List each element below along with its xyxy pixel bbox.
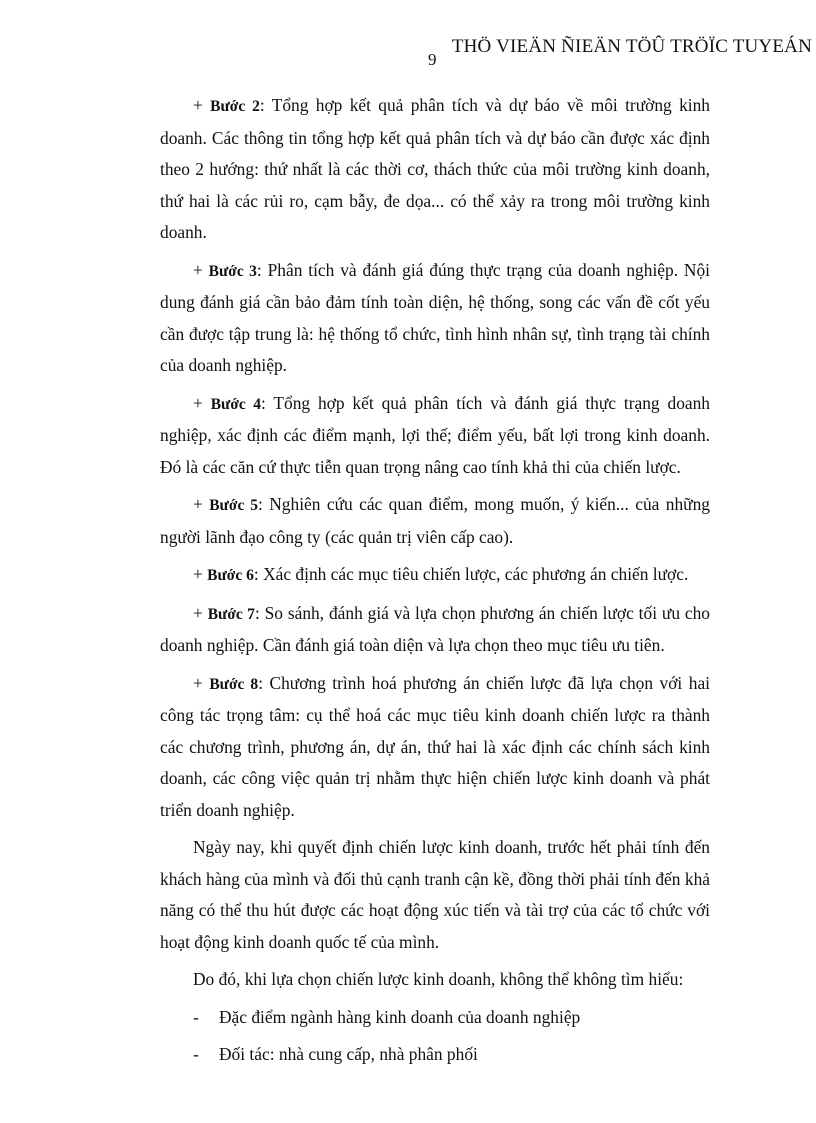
page-number: 9 — [428, 50, 437, 69]
step-text: : Tổng hợp kết quả phân tích và đánh giá thực trạng doanh nghiệp, xác định các điểm mạnh, lợi thế; điểm yếu, bất lợi trong kinh doanh. Đó là các căn cứ thực tiễn quan trọng nâng cao tính khả thi của chiến lược. — [160, 392, 711, 477]
step-label: Bước 6 — [207, 567, 254, 584]
library-watermark: THÖ VIEÄN ÑIEÄN TÖÛ TRÖÏC TUYEÁN — [451, 36, 812, 57]
step-paragraph: + Bước 8: Chương trình hoá phương án chiến lược đã lựa chọn với hai công tác trọng tâm: cụ thể hoá các mục tiêu kinh doanh chiến lược ra thành các chương trình, phương án, dự án, thứ hai là xác định các chính sách kinh doanh, các công việc quản trị nhằm thực hiện chiến lược kinh doanh và phát triển doanh nghiệp. — [160, 672, 710, 820]
step-paragraph: + Bước 3: Phân tích và đánh giá đúng thực trạng của doanh nghiệp. Nội dung đánh giá cần bảo đảm tính toàn diện, hệ thống, song các vấn đề cốt yếu cần được tập trung là: hệ thống tổ chức, tình hình nhân sự, tình trạng tài chính của doanh nghiệp. — [160, 259, 710, 375]
step-text: : Tổng hợp kết quả phân tích và dự báo về môi trường kinh doanh. Các thông tin tổng hợp kết quả phân tích và dự báo cần được xác định theo 2 hướng: thứ nhất là các thời cơ, thách thức của môi trường kinh doanh, thứ hai là các rủi ro, cạm bẫy, đe dọa... có thể xảy ra trong môi trường kinh doanh. — [160, 95, 710, 242]
step-paragraph: + Bước 7: So sánh, đánh giá và lựa chọn phương án chiến lược tối ưu cho doanh nghiệp. Cần đánh giá toàn diện và lựa chọn theo mục tiêu ưu tiên. — [160, 602, 710, 655]
step-text: : Chương trình hoá phương án chiến lược đã lựa chọn với hai công tác trọng tâm: cụ thể hoá các mục tiêu kinh doanh chiến lược ra thành các chương trình, phương án, dự án, thứ hai là xác định các chính sách kinh doanh, các công việc quản trị nhằm thực hiện chiến lược kinh doanh và phát triển doanh nghiệp. — [160, 672, 710, 820]
step-label: Bước 4 — [210, 395, 261, 413]
step-paragraph: + Bước 4: Tổng hợp kết quả phân tích và đánh giá thực trạng doanh nghiệp, xác định các điểm mạnh, lợi thế; điểm yếu, bất lợi trong kinh doanh. Đó là các căn cứ thực tiễn quan trọng nâng cao tính khả thi của chiến lược. — [160, 392, 711, 477]
list-item-text: Đặc điểm ngành hàng kinh doanh của doanh nghiệp — [219, 1006, 581, 1027]
step-label: Bước 5 — [209, 497, 259, 514]
step-label: Bước 8 — [209, 675, 259, 693]
step-text: : So sánh, đánh giá và lựa chọn phương án chiến lược tối ưu cho doanh nghiệp. Cần đánh giá toàn diện và lựa chọn theo mục tiêu ưu tiên. — [160, 602, 710, 655]
body-paragraph: Do đó, khi lựa chọn chiến lược kinh doanh, không thể không tìm hiểu: — [193, 969, 684, 989]
list-item — [193, 1002, 710, 1034]
step-label: Bước 2 — [210, 98, 260, 115]
step-text: : Xác định các mục tiêu chiến lược, các phương án chiến lược. — [253, 564, 689, 584]
step-text: : Phân tích và đánh giá đúng thực trạng của doanh nghiệp. Nội dung đánh giá cần bảo đảm tính toàn diện, hệ thống, song các vấn đề cốt yếu cần được tập trung là: hệ thống tổ chức, tình hình nhân sự, tình trạng tài chính của doanh nghiệp. — [160, 259, 710, 375]
list-item-text: Đối tác: nhà cung cấp, nhà phân phối — [219, 1044, 478, 1064]
dash-bullet: - — [193, 1006, 199, 1027]
step-label: Bước 3 — [208, 262, 257, 280]
body-paragraph: Ngày nay, khi quyết định chiến lược kinh doanh, trước hết phải tính đến khách hàng của mình và đối thủ cạnh tranh cận kề, đồng thời phải tính đến khả năng có thể thu hút được các hoạt động xúc tiến và tài trợ của các tổ chức với hoạt động kinh doanh quốc tế của mình. — [160, 837, 710, 952]
document-body — [160, 90, 710, 1077]
step-paragraph: + Bước 2: Tổng hợp kết quả phân tích và dự báo về môi trường kinh doanh. Các thông tin tổng hợp kết quả phân tích và dự báo cần được xác định theo 2 hướng: thứ nhất là các thời cơ, thách thức của môi trường kinh doanh, thứ hai là các rủi ro, cạm bẫy, đe dọa... có thể xảy ra trong môi trường kinh doanh. — [160, 95, 710, 242]
step-paragraph: + Bước 6: Xác định các mục tiêu chiến lược, các phương án chiến lược. — [193, 564, 689, 584]
step-label: Bước 7 — [207, 605, 255, 623]
step-text: : Nghiên cứu các quan điểm, mong muốn, ý kiến... của những người lãnh đạo công ty (các quản trị viên cấp cao). — [160, 494, 711, 547]
list-item — [193, 1039, 710, 1071]
step-paragraph: + Bước 5: Nghiên cứu các quan điểm, mong muốn, ý kiến... của những người lãnh đạo công ty (các quản trị viên cấp cao). — [160, 494, 711, 547]
dash-bullet: - — [193, 1044, 199, 1064]
page-header — [0, 30, 816, 70]
